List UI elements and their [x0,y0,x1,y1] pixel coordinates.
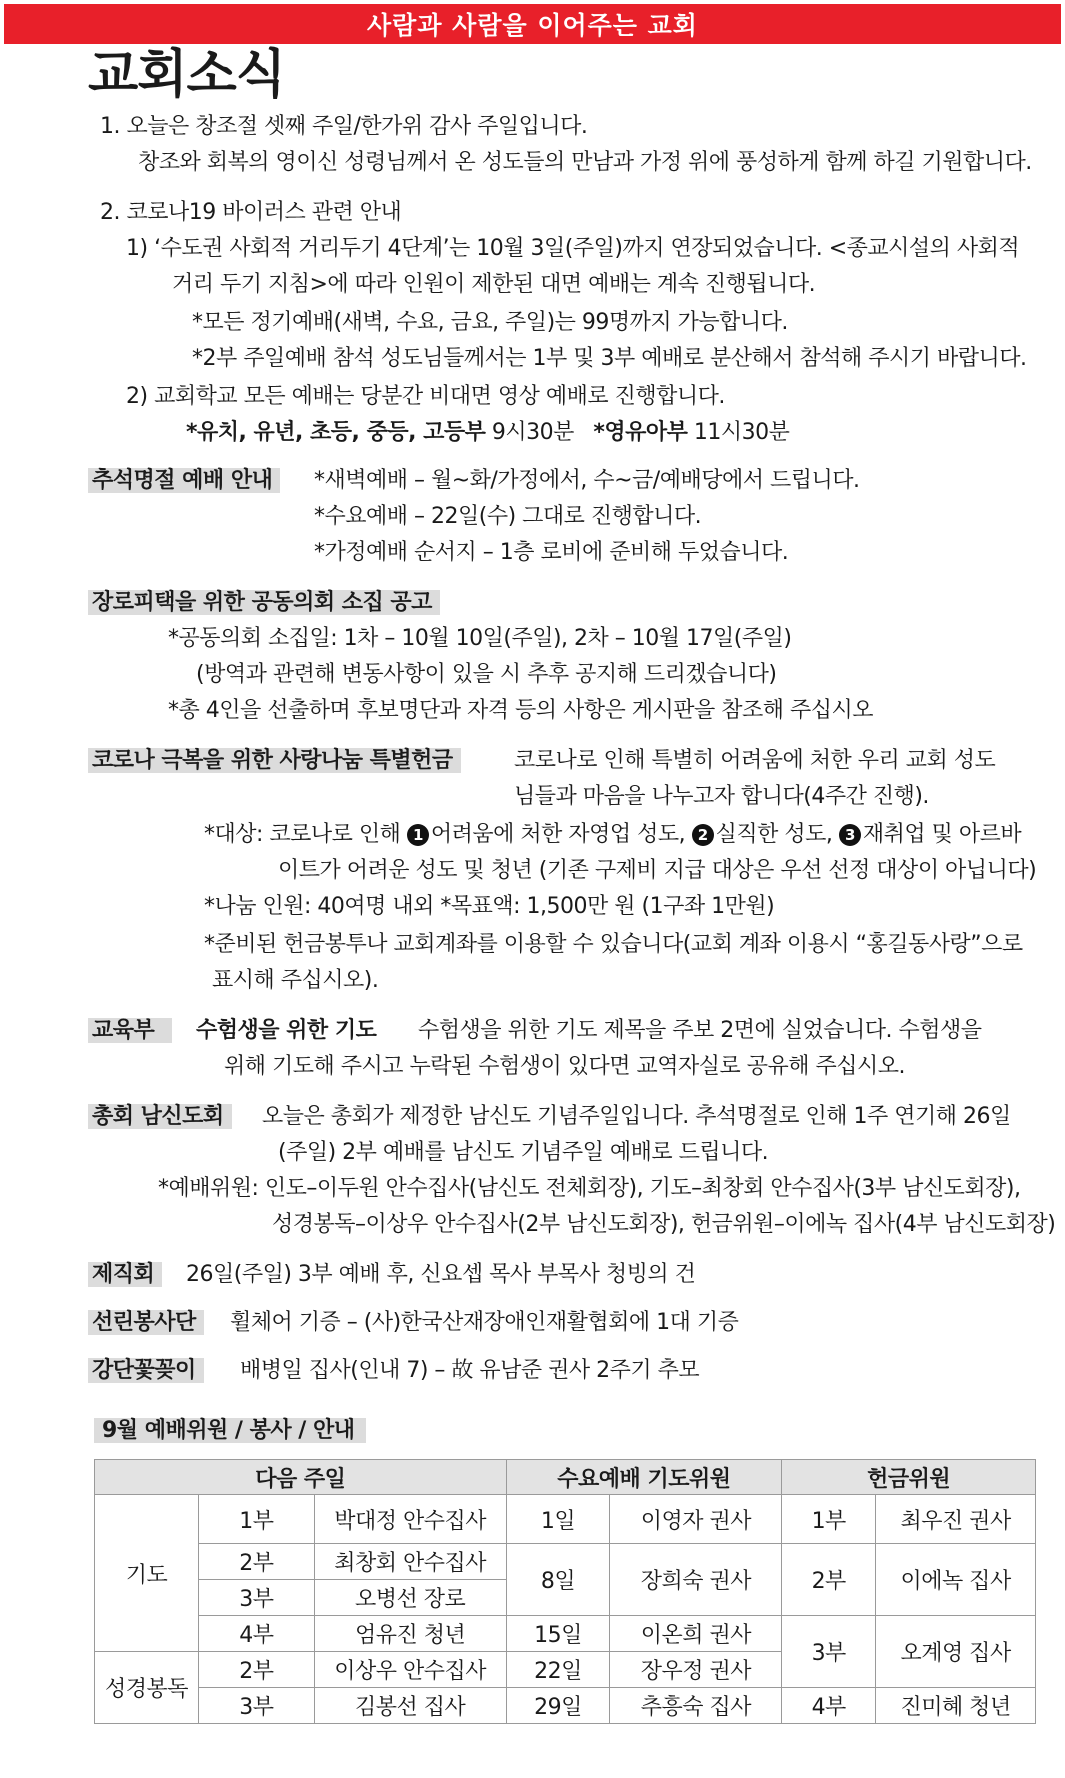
notice-2-line: 2) 교회학교 모든 예배는 당분간 비대면 영상 예배로 진행합니다. [126,384,725,409]
section-label: 강단꽃꽂이 [88,1358,204,1383]
offering-service: 4부 [782,1688,876,1724]
infant-time: 11시30분 [687,420,790,445]
schedule-table [94,1459,1036,1724]
offering-line: *나눔 인원: 40여명 내외 *목표액: 1,500만 원 (1구좌 1만원) [204,894,775,919]
offering-line: *준비된 헌금봉투나 교회계좌를 이용할 수 있습니다(교회 계좌 이용시 “홍길동사랑”으로 [204,932,1023,957]
notice-1-heading: 1. 오늘은 창조절 셋째 주일/한가위 감사 주일입니다. [100,114,588,139]
section-label: 추석명절 예배 안내 [88,468,280,493]
target-3: 재취업 및 아르바 [862,822,1022,847]
church-school-times [186,416,789,450]
reading-person: 김봉선 집사 [314,1688,506,1724]
wednesday-date: 22일 [506,1652,610,1688]
service-number: 4부 [198,1616,314,1652]
wednesday-date: 15일 [506,1616,610,1652]
grades-time: 9시30분 [485,420,574,445]
offering-service: 3부 [782,1616,876,1688]
education-line: 위해 기도해 주시고 누락된 수험생이 있다면 교역자실로 공유해 주십시오. [224,1054,906,1079]
notice-2-heading: 2. 코로나19 바이러스 관련 안내 [100,200,402,225]
flowers-text: 배병일 집사(인내 7) – 故 유남준 권사 2주기 추모 [240,1358,700,1383]
wednesday-person: 추흥숙 집사 [610,1688,782,1724]
service-number: 3부 [198,1580,314,1616]
service-number: 2부 [198,1652,314,1688]
target-intro: *대상: 코로나로 인해 [204,822,407,847]
offering-person: 진미혜 청년 [876,1688,1036,1724]
next-sunday-header: 다음 주일 [95,1460,507,1495]
service-number: 1부 [198,1495,314,1544]
offering-line: 이트가 어려운 성도 및 청년 (기존 구제비 지급 대상은 우선 선정 대상이 아닙니다) [278,858,1037,883]
prayer-person: 박대정 안수집사 [314,1495,506,1544]
offering-line: 코로나로 인해 특별히 어려움에 처한 우리 교회 성도 [514,748,996,773]
education-line: 수험생을 위한 기도 제목을 주보 2면에 실었습니다. 수험생을 [418,1018,982,1043]
section-label: 장로피택을 위한 공동의회 소집 공고 [88,590,440,615]
notice-2-line: 거리 두기 지침>에 따라 인원이 제한된 대면 예배는 계속 진행됩니다. [172,272,816,297]
grades-label: *유치, 유년, 초등, 중등, 고등부 [186,420,486,445]
section-label: 총회 남신도회 [88,1104,232,1129]
number-3-badge: 3 [839,824,861,846]
wednesday-person: 이영자 권사 [610,1495,782,1544]
wednesday-person: 장우정 권사 [610,1652,782,1688]
offering-person: 최우진 권사 [876,1495,1036,1544]
service-text: 휠체어 기증 – (사)한국산재장애인재활협회에 1대 기증 [230,1310,739,1335]
service-section-label [88,1306,204,1340]
section-label: 제직회 [88,1262,162,1287]
target-1: 어려움에 처한 자영업 성도, [430,822,692,847]
number-2-badge: 2 [692,824,714,846]
church-motto-banner: 사람과 사람을 이어주는 교회 [4,4,1061,44]
wednesday-date: 1일 [506,1495,610,1544]
prayer-label: 기도 [95,1495,199,1652]
flowers-section-label [88,1354,204,1388]
elders-line: (방역과 관련해 변동사항이 있을 시 추후 공지해 드리겠습니다) [196,662,777,687]
elders-line: *총 4인을 선출하며 후보명단과 자격 등의 사항은 게시판을 참조해 주십시오 [168,698,873,723]
notice-2-line: *2부 주일예배 참석 성도님들께서는 1부 및 3부 예배로 분산해서 참석해 주시기 바랍니다. [192,346,1027,371]
mens-line: *예배위원: 인도–이두원 안수집사(남신도 전체회장), 기도–최창회 안수집사(3부 남신도회장), [158,1176,1021,1201]
offering-service: 2부 [782,1544,876,1616]
offering-person: 오계영 집사 [876,1616,1036,1688]
mens-line: 성경봉독–이상우 안수집사(2부 남신도회장), 헌금위원–이에녹 집사(4부 남신도회장) [272,1212,1056,1237]
education-subtitle: 수험생을 위한 기도 [196,1018,377,1043]
section-label: 선린봉사단 [88,1310,204,1335]
elders-section-label [88,586,440,620]
offering-line: 표시해 주십시오). [212,968,379,993]
scripture-reading-label: 성경봉독 [95,1652,199,1724]
mens-section-label [88,1100,232,1134]
prayer-person: 최창회 안수집사 [314,1544,506,1580]
chuseok-line: *수요예배 – 22일(수) 그대로 진행합니다. [314,504,702,529]
wednesday-date: 8일 [506,1544,610,1616]
wednesday-date: 29일 [506,1688,610,1724]
offering-line: 님들과 마음을 나누고자 합니다(4주간 진행). [514,784,929,809]
wednesday-prayer-header: 수요예배 기도위원 [506,1460,782,1495]
wednesday-person: 이온희 권사 [610,1616,782,1652]
target-2: 실직한 성도, [715,822,839,847]
offering-service: 1부 [782,1495,876,1544]
council-section-label [88,1258,162,1292]
offering-committee-header: 헌금위원 [782,1460,1036,1495]
section-label: 9월 예배위원 / 봉사 / 안내 [94,1418,366,1443]
service-number: 3부 [198,1688,314,1724]
chuseok-section-label [88,464,280,498]
section-label: 교육부 [88,1018,172,1043]
offering-person: 이에녹 집사 [876,1544,1036,1616]
mens-line: (주일) 2부 예배를 남신도 기념주일 예배로 드립니다. [278,1140,769,1165]
chuseok-line: *가정예배 순서지 – 1층 로비에 준비해 두었습니다. [314,540,789,565]
offering-target-line [204,818,1021,852]
number-1-badge: 1 [407,824,429,846]
page-title: 교회소식 [88,45,285,105]
notice-2-line: 1) ‘수도권 사회적 거리두기 4단계’는 10월 3일(주일)까지 연장되었습니다. <종교시설의 사회적 [126,236,1020,261]
elders-line: *공동의회 소집일: 1차 – 10월 10일(주일), 2차 – 10월 17일(주일) [168,626,792,651]
wednesday-person: 장희숙 권사 [610,1544,782,1616]
offering-section-label [88,744,461,778]
notice-2-line: *모든 정기예배(새벽, 수요, 금요, 주일)는 99명까지 가능합니다. [192,310,788,335]
notice-1-body: 창조와 회복의 영이신 성령님께서 온 성도들의 만남과 가정 위에 풍성하게 함께 하길 기원합니다. [138,150,1032,175]
infant-label: *영유아부 [593,420,688,445]
reading-person: 이상우 안수집사 [314,1652,506,1688]
section-label: 코로나 극복을 위한 사랑나눔 특별헌금 [88,748,461,773]
prayer-person: 오병선 장로 [314,1580,506,1616]
education-section-label [88,1014,172,1048]
mens-line: 오늘은 총회가 제정한 남신도 기념주일입니다. 추석명절로 인해 1주 연기해 26일 [262,1104,1011,1129]
chuseok-line: *새벽예배 – 월~화/가정에서, 수~금/예배당에서 드립니다. [314,468,860,493]
council-text: 26일(주일) 3부 예배 후, 신요셉 목사 부목사 청빙의 건 [186,1262,696,1287]
prayer-person: 엄유진 청년 [314,1616,506,1652]
service-number: 2부 [198,1544,314,1580]
schedule-title [94,1414,366,1448]
